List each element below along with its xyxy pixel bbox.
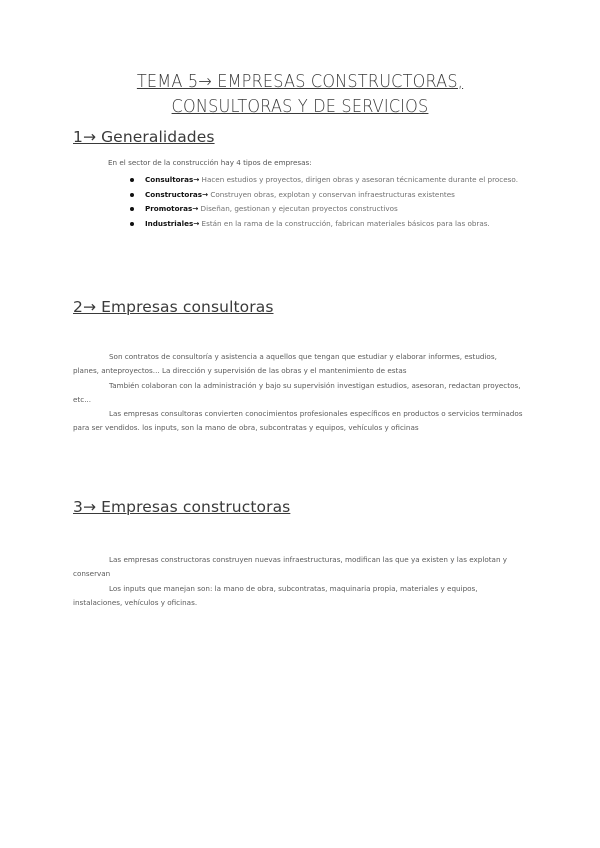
paragraph: Los inputs que manejan son: la mano de obra, subcontratas, maquinaria propia, materiales y equipos, instalaciones, vehículos y oficinas.	[73, 583, 478, 607]
list-item-description: Están en la rama de la construcción, fabrican materiales básicos para las obras.	[199, 218, 490, 228]
section-heading-consultoras: 2→ Empresas consultoras	[73, 298, 274, 316]
list-item-description: Diseñan, gestionan y ejecutan proyectos constructivos	[198, 204, 398, 213]
section-heading-constructoras: 3→ Empresas constructoras	[73, 498, 291, 516]
list-item	[128, 202, 528, 217]
list-item-term: Constructoras→	[145, 189, 209, 199]
bullet-icon	[130, 207, 134, 211]
section-body-constructoras	[73, 553, 525, 610]
paragraph: Las empresas constructoras construyen nuevas infraestructuras, modifican las que ya existen y las explotan y conservan	[73, 555, 508, 579]
company-types-list	[128, 173, 528, 231]
section-intro: En el sector de la construcción hay 4 tipos de empresas:	[108, 158, 312, 167]
list-item-term: Consultoras→	[145, 175, 200, 184]
list-item-description: Construyen obras, explotan y conservan infraestructuras existentes	[208, 189, 455, 199]
list-item-description: Hacen estudios y proyectos, dirigen obras y asesoran técnicamente durante el proceso.	[199, 175, 518, 184]
bullet-icon	[130, 178, 134, 182]
list-item-term: Industriales→	[145, 218, 200, 228]
list-item-term: Promotoras→	[145, 204, 199, 213]
bullet-icon	[130, 193, 134, 197]
paragraph: Las empresas consultoras convierten conocimientos profesionales específicos en productos o servicios terminados para ser vendidos. los inputs, son la mano de obra, subcontratas y equipos, vehículos y oficinas	[73, 409, 523, 433]
paragraph: También colaboran con la administración y bajo su supervisión investigan estudios, asesoran, redactan proyectos, etc...	[73, 380, 521, 404]
paragraph: Son contratos de consultoría y asistencia a aquellos que tengan que estudiar y elaborar informes, estudios, planes, anteproyectos... La dirección y supervisión de las obras y el mantenimiento de estas	[73, 352, 497, 376]
section-heading-generalidades: 1→ Generalidades	[73, 128, 215, 146]
bullet-icon	[130, 222, 134, 226]
list-item	[128, 188, 528, 203]
document-title-line-1: TEMA 5→ EMPRESAS CONSTRUCTORAS,	[136, 72, 464, 92]
section-body-consultoras	[73, 350, 525, 436]
document-title-line-2: CONSULTORAS Y DE SERVICIOS	[171, 97, 429, 117]
list-item	[128, 217, 528, 232]
list-item	[128, 173, 528, 188]
